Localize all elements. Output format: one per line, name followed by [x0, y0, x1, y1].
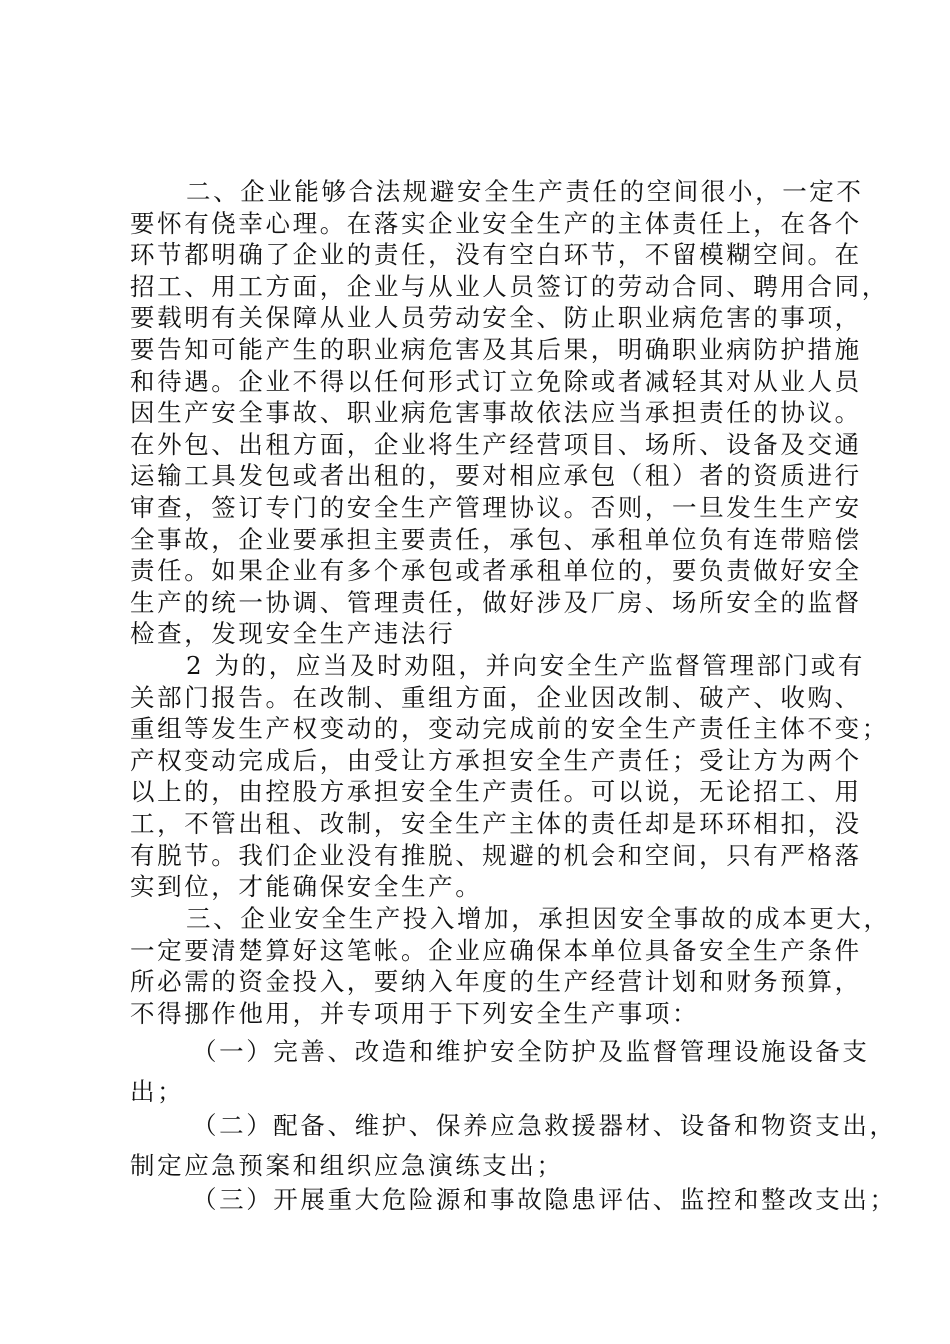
text-line: 全事故，企业要承担主要责任，承包、承租单位负有连带赔偿	[130, 524, 862, 554]
text-line: 实到位，才能确保安全生产。	[130, 872, 483, 902]
text-line: 审查，签订专门的安全生产管理协议。否则，一旦发生生产安	[130, 492, 862, 522]
text-line: 要载明有关保障从业人员劳动安全、防止职业病危害的事项，	[130, 303, 862, 333]
text-line: （二）配备、维护、保养应急救援器材、设备和物资支出，	[192, 1111, 897, 1140]
text-line: 三、企业安全生产投入增加，承担因安全事故的成本更大，	[186, 904, 891, 933]
text-line: 责任。如果企业有多个承包或者承租单位的，要负责做好安全	[130, 556, 862, 586]
text-line: 关部门报告。在改制、重组方面，企业因改制、破产、收购、	[130, 682, 862, 712]
text-line: 在外包、出租方面，企业将生产经营项目、场所、设备及交通	[130, 429, 862, 459]
text-line: 检查，发现安全生产违法行	[130, 619, 456, 649]
text-line: 二、企业能够合法规避安全生产责任的空间很小，一定不	[186, 177, 864, 206]
text-line: 不得挪作他用，并专项用于下列安全生产事项：	[130, 998, 700, 1028]
text-line: 因生产安全事故、职业病危害事故依法应当承担责任的协议。	[130, 398, 862, 428]
text-line: 产权变动完成后，由受让方承担安全生产责任；受让方为两个	[130, 745, 862, 775]
text-line: 所必需的资金投入，要纳入年度的生产经营计划和财务预算，	[130, 967, 862, 997]
text-line: 工，不管出租、改制，安全生产主体的责任却是环环相扣，没	[130, 808, 862, 838]
text-line: 环节都明确了企业的责任，没有空白环节，不留模糊空间。在	[130, 240, 862, 270]
text-line: 出；	[130, 1076, 185, 1106]
text-line: 一定要清楚算好这笔帐。企业应确保本单位具备安全生产条件	[130, 935, 862, 965]
text-line: 2 为的，应当及时劝阻，并向安全生产监督管理部门或有	[186, 651, 865, 680]
text-line: 运输工具发包或者出租的，要对相应承包（租）者的资质进行	[130, 461, 862, 491]
list-item-1	[130, 1036, 870, 1107]
text-line: 重组等发生产权变动的，变动完成前的安全生产责任主体不变；	[130, 714, 889, 744]
text-line: 要怀有侥幸心理。在落实企业安全生产的主体责任上，在各个	[130, 208, 862, 238]
text-line: 生产的统一协调、管理责任，做好涉及厂房、场所安全的监督	[130, 587, 862, 617]
paragraph-restructuring	[130, 650, 889, 903]
text-line: 有脱节。我们企业没有推脱、规避的机会和空间，只有严格落	[130, 840, 862, 870]
text-line: （三）开展重大危险源和事故隐患评估、监控和整改支出；	[192, 1185, 897, 1214]
paragraph-liability-space	[130, 176, 889, 650]
list-item-2	[130, 1110, 897, 1181]
list-item-3	[130, 1184, 897, 1216]
text-line: 制定应急预案和组织应急演练支出；	[130, 1150, 564, 1180]
paragraph-safety-investment	[130, 903, 891, 1029]
text-line: 要告知可能产生的职业病危害及其后果，明确职业病防护措施	[130, 334, 862, 364]
text-line: 招工、用工方面，企业与从业人员签订的劳动合同、聘用合同，	[130, 271, 889, 301]
text-line: 和待遇。企业不得以任何形式订立免除或者减轻其对从业人员	[130, 366, 862, 396]
text-line: 以上的，由控股方承担安全生产责任。可以说，无论招工、用	[130, 777, 862, 807]
text-line: （一）完善、改造和维护安全防护及监督管理设施设备支	[192, 1037, 870, 1066]
